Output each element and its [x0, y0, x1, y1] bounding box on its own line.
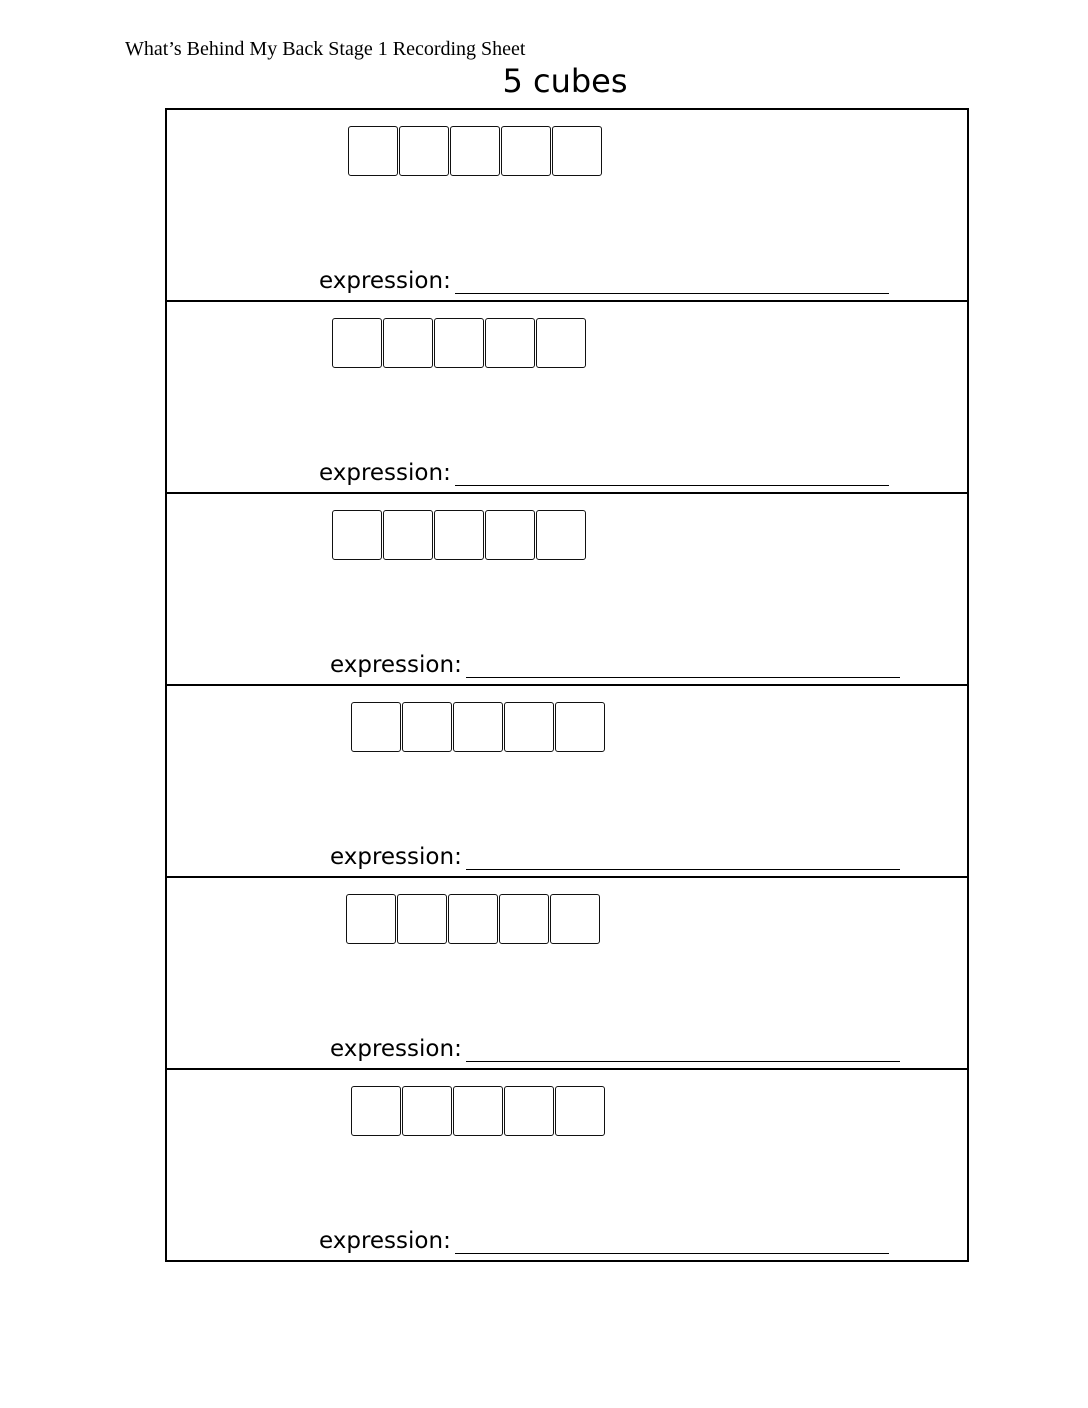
recording-table: [165, 108, 969, 1262]
cube-box: [536, 510, 586, 560]
cube-strip: [346, 894, 601, 944]
expression-blank[interactable]: [466, 845, 900, 870]
cube-box: [346, 894, 396, 944]
cube-box: [383, 510, 433, 560]
expression-line: [330, 652, 900, 678]
cube-box: [485, 318, 535, 368]
cube-box: [453, 702, 503, 752]
table-row: [167, 876, 967, 1068]
table-row: [167, 1068, 967, 1260]
cube-box: [402, 702, 452, 752]
expression-label: expression:: [330, 652, 462, 678]
cube-box: [485, 510, 535, 560]
page-title: 5 cubes: [502, 62, 628, 100]
cube-strip: [351, 702, 606, 752]
expression-blank[interactable]: [455, 269, 889, 294]
expression-line: [319, 1228, 889, 1254]
table-row: [167, 684, 967, 876]
worksheet-header: What’s Behind My Back Stage 1 Recording Sheet: [125, 38, 526, 60]
cube-box: [434, 510, 484, 560]
expression-line: [319, 460, 889, 486]
cube-box: [550, 894, 600, 944]
cube-box: [448, 894, 498, 944]
cube-box: [536, 318, 586, 368]
cube-box: [501, 126, 551, 176]
cube-box: [351, 1086, 401, 1136]
table-row: [167, 300, 967, 492]
cube-strip: [351, 1086, 606, 1136]
cube-box: [453, 1086, 503, 1136]
cube-box: [332, 318, 382, 368]
cube-box: [332, 510, 382, 560]
cube-strip: [332, 510, 587, 560]
expression-label: expression:: [330, 844, 462, 870]
cube-box: [504, 702, 554, 752]
expression-line: [319, 268, 889, 294]
expression-line: [330, 844, 900, 870]
expression-label: expression:: [330, 1036, 462, 1062]
expression-blank[interactable]: [455, 461, 889, 486]
expression-line: [330, 1036, 900, 1062]
expression-blank[interactable]: [466, 1037, 900, 1062]
cube-box: [399, 126, 449, 176]
cube-box: [402, 1086, 452, 1136]
expression-label: expression:: [319, 460, 451, 486]
cube-box: [555, 1086, 605, 1136]
cube-box: [348, 126, 398, 176]
cube-box: [499, 894, 549, 944]
table-row: [167, 492, 967, 684]
cube-box: [552, 126, 602, 176]
table-row: [167, 110, 967, 300]
expression-blank[interactable]: [466, 653, 900, 678]
cube-box: [383, 318, 433, 368]
cube-box: [450, 126, 500, 176]
cube-box: [504, 1086, 554, 1136]
expression-label: expression:: [319, 268, 451, 294]
cube-box: [351, 702, 401, 752]
expression-label: expression:: [319, 1228, 451, 1254]
cube-strip: [332, 318, 587, 368]
expression-blank[interactable]: [455, 1229, 889, 1254]
cube-strip: [348, 126, 603, 176]
cube-box: [434, 318, 484, 368]
cube-box: [397, 894, 447, 944]
cube-box: [555, 702, 605, 752]
